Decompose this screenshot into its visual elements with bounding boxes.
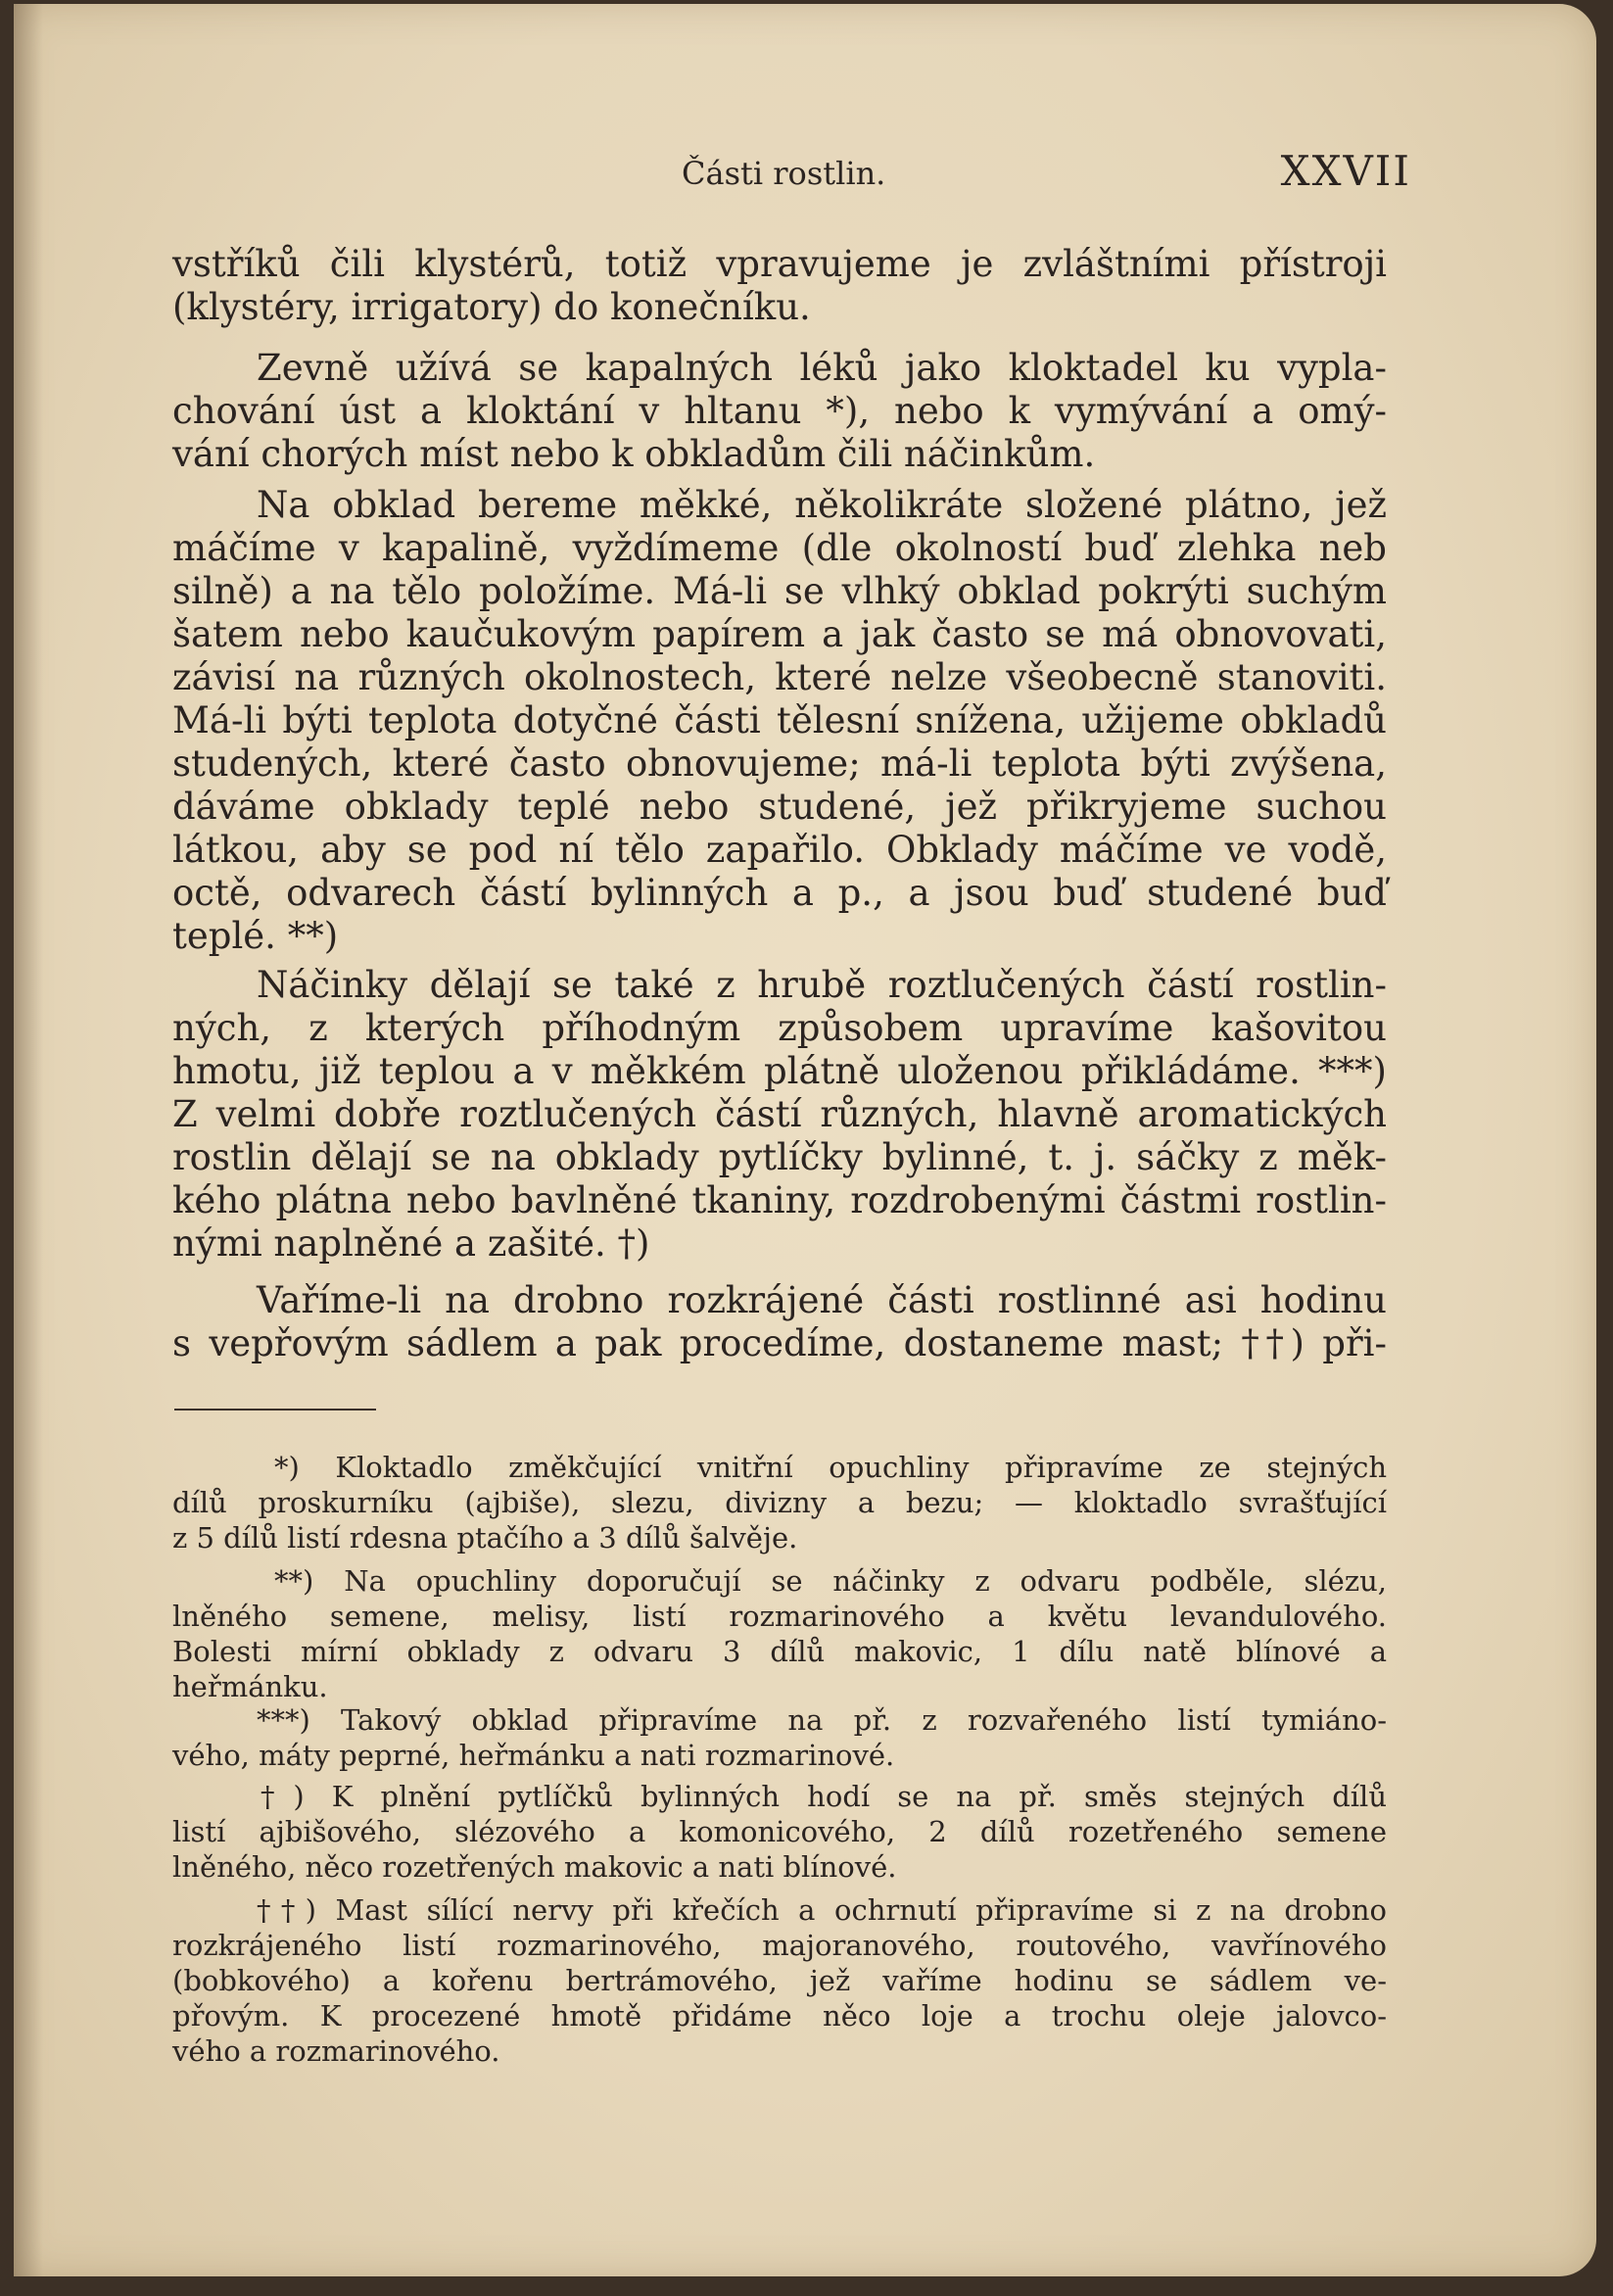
body-line: nými naplněné a zašité. †) xyxy=(172,1222,650,1265)
body-line: Z velmi dobře roztlučených částí různých, hlavně aromatických xyxy=(172,1093,1387,1135)
footnote-line: Bolesti mírní obklady z odvaru 3 dílů makovic, 1 dílu natě blínové a xyxy=(172,1635,1387,1668)
body-line: kého plátna nebo bavlněné tkaniny, rozdrobenými částmi rostlin- xyxy=(172,1179,1387,1221)
body-line: chování úst a kloktání v hltanu *), nebo k vymývání a omý- xyxy=(172,390,1387,432)
footnote-line: vého, máty peprné, heřmánku a nati rozmarinové. xyxy=(172,1739,895,1772)
body-line: dáváme obklady teplé nebo studené, jež přikryjeme suchou xyxy=(172,786,1387,828)
footnote-line: vého a rozmarinového. xyxy=(172,2034,500,2068)
footnote-line: †) K plnění pytlíčků bylinných hodí se na př. směs stejných dílů xyxy=(261,1780,1387,1813)
body-line: teplé. **) xyxy=(172,915,339,957)
footnote-line: lněného, něco rozetřených makovic a nati blínové. xyxy=(172,1850,897,1884)
footnote-line: rozkrájeného listí rozmarinového, majoranového, routového, vavřínového xyxy=(172,1929,1387,1962)
body-line: Má-li býti teplota dotyčné části tělesní snížena, užijeme obkladů xyxy=(172,699,1387,741)
footnote-line: dílů proskurníku (ajbiše), slezu, divizny a bezu; — kloktadlo svrašťující xyxy=(172,1486,1387,1519)
footnote-line: ††) Mast sílící nervy při křečích a ochrnutí připravíme si z na drobno xyxy=(257,1893,1387,1927)
body-line: látkou, aby se pod ní tělo zapařilo. Obklady máčíme ve vodě, xyxy=(172,829,1387,871)
body-line: závisí na různých okolnostech, které nelze všeobecně stanoviti. xyxy=(172,656,1387,698)
body-line: octě, odvarech částí bylinných a p., a jsou buď studené buď xyxy=(172,872,1387,914)
body-line: Na obklad bereme měkké, několikráte složené plátno, jež xyxy=(257,484,1387,526)
body-line: (klystéry, irrigatory) do konečníku. xyxy=(172,286,811,328)
body-line: silně) a na tělo položíme. Má-li se vlhký obklad pokrýti suchým xyxy=(172,570,1387,612)
body-line: Zevně užívá se kapalných léků jako kloktadel ku vypla- xyxy=(257,347,1387,389)
running-header xyxy=(172,147,1411,195)
body-line: s vepřovým sádlem a pak procedíme, dostaneme mast; ††) při- xyxy=(172,1322,1387,1364)
body-line: rostlin dělají se na obklady pytlíčky bylinné, t. j. sáčky z měk- xyxy=(172,1136,1387,1178)
body-line: vání chorých míst nebo k obkladům čili náčinkům. xyxy=(172,433,1096,475)
footnote-line: ***) Takový obklad připravíme na př. z rozvařeného listí tymiáno- xyxy=(257,1703,1387,1737)
footnote-line: lněného semene, melisy, listí rozmarinového a květu levandulového. xyxy=(172,1600,1387,1633)
body-line: ných, z kterých příhodným způsobem upravíme kašovitou xyxy=(172,1007,1387,1049)
footnote-line: heřmánku. xyxy=(172,1670,328,1703)
body-line: vstříků čili klystérů, totiž vpravujeme je zvláštními přístroji xyxy=(172,243,1387,285)
body-line: Náčinky dělají se také z hrubě roztlučených částí rostlin- xyxy=(257,964,1387,1006)
body-line: hmotu, již teplou a v měkkém plátně uloženou přikládáme. ***) xyxy=(172,1050,1387,1092)
footnote-line: **) Na opuchliny doporučují se náčinky z odvaru podběle, slézu, xyxy=(274,1564,1387,1598)
footnote-line: z 5 dílů listí rdesna ptačího a 3 dílů šalvěje. xyxy=(172,1521,798,1555)
footnote-line: (bobkového) a kořenu bertrámového, jež vaříme hodinu se sádlem ve- xyxy=(172,1964,1387,1997)
page-number: XXVII xyxy=(1280,147,1411,195)
footnote-line: *) Kloktadlo změkčující vnitřní opuchliny připravíme ze stejných xyxy=(274,1451,1387,1484)
body-line: Vaříme-li na drobno rozkrájené části rostlinné asi hodinu xyxy=(257,1279,1387,1321)
body-line: máčíme v kapalině, vyždímeme (dle okolností buď zlehka neb xyxy=(172,527,1387,569)
running-title: Části rostlin. xyxy=(682,155,886,192)
body-line: šatem nebo kaučukovým papírem a jak často se má obnovovati, xyxy=(172,613,1387,655)
footnote-separator xyxy=(174,1409,376,1411)
page-gutter-shadow xyxy=(14,4,43,2276)
body-line: studených, které často obnovujeme; má-li teplota býti zvýšena, xyxy=(172,742,1387,785)
footnote-line: přovým. K procezené hmotě přidáme něco loje a trochu oleje jalovco- xyxy=(172,1999,1387,2033)
footnote-line: listí ajbišového, slézového a komonicového, 2 dílů rozetřeného semene xyxy=(172,1815,1387,1848)
